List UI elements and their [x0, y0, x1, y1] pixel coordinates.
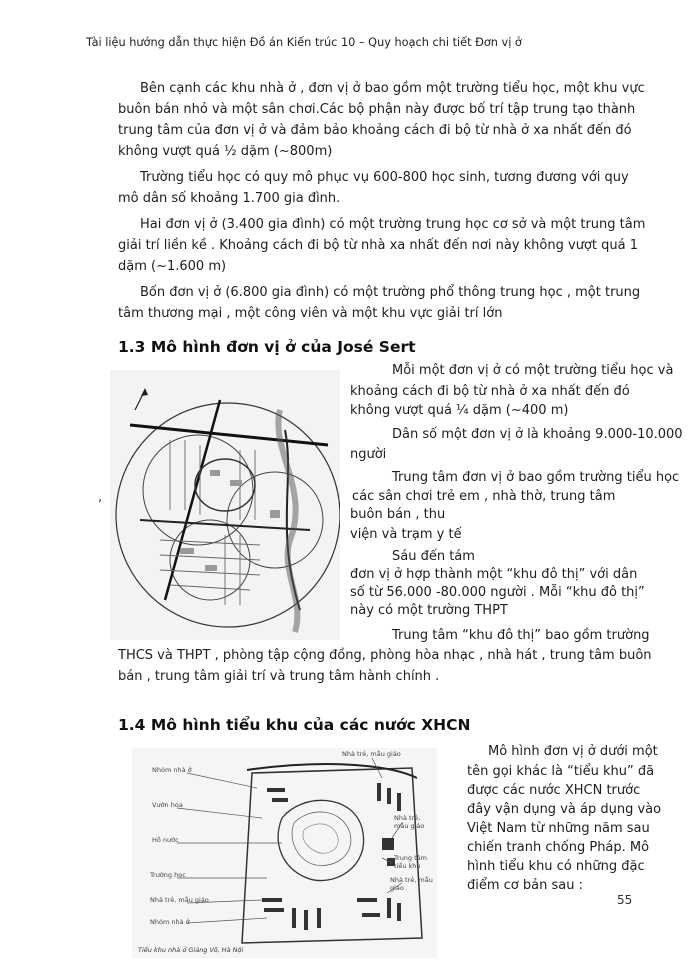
- s13-line-2: khoảng cách đi bộ từ nhà ở xa nhất đến đó: [350, 384, 630, 399]
- s13-line-6: Trung tâm đơn vị ở bao gồm trường tiểu học: [392, 470, 680, 485]
- intro-p2-line-1: Trường tiểu học có quy mô phục vụ 600-800 học sinh, tương đương với quy: [140, 170, 629, 185]
- label-nha-tre-top: Nhà trẻ, mẫu giáo: [342, 750, 401, 758]
- label-nhom-nha-o-2: Nhóm nhà ở: [150, 918, 190, 926]
- s13-line-9: viện và trạm y tế: [350, 527, 462, 542]
- intro-p1-line-1: Bên cạnh các khu nhà ở , đơn vị ở bao gồm một trường tiểu học, một khu vực: [140, 81, 645, 96]
- intro-p3-line-3: dặm (~1.600 m): [118, 259, 227, 274]
- tieu-khu-drawing: [132, 748, 437, 958]
- label-truong-hoc: Trường học: [150, 871, 186, 879]
- label-nha-tre-right: Nhà trẻ, mẫu giáo: [394, 814, 425, 830]
- s14-line-8: điểm cơ bản sau :: [467, 878, 583, 893]
- intro-p2-line-2: mô dân số khoảng 1.700 gia đình.: [118, 191, 341, 206]
- s13-line-14: Trung tâm “khu đô thị” bao gồm trường: [392, 628, 650, 643]
- intro-p1-line-3: trung tâm của đơn vị ở và đảm bảo khoảng cách đi bộ từ nhà ở xa nhất đến đó: [118, 123, 632, 138]
- label-trung-tam-tieu-khu: Trung tâm tiểu khu: [394, 854, 427, 870]
- stray-mark: ,: [98, 490, 103, 505]
- figure-caption: Tiểu khu nhà ở Giảng Võ, Hà Nội: [138, 946, 244, 954]
- jose-sert-map-drawing: [110, 370, 340, 640]
- s13-line-13: này có một trường THPT: [350, 603, 508, 618]
- intro-p1-line-4: không vượt quá ½ dặm (~800m): [118, 144, 333, 159]
- s14-line-4: đây vận dụng và áp dụng vào: [467, 802, 662, 817]
- intro-p4-line-2: tâm thương mại , một công viên và một khu vực giải trí lớn: [118, 306, 503, 321]
- label-nhom-nha-o-1: Nhóm nhà ở: [152, 766, 192, 774]
- label-nha-tre-bottom: Nhà trẻ, mẫu giáo: [390, 876, 433, 892]
- label-nha-tre-left: Nhà trẻ, mẫu giáo: [150, 896, 209, 904]
- section-1-3-heading: 1.3 Mô hình đơn vị ở của José Sert: [118, 338, 416, 356]
- s14-line-1: Mô hình đơn vị ở dưới một: [488, 744, 658, 759]
- intro-p3-line-2: giải trí liền kề . Khoảng cách đi bộ từ nhà xa nhất đến nơi này không vượt quá 1: [118, 238, 638, 253]
- s13-full-line-1: THCS và THPT , phòng tập cộng đồng, phòng hòa nhạc , nhà hát , trung tâm buôn: [118, 648, 652, 663]
- section-1-4-heading: 1.4 Mô hình tiểu khu của các nước XHCN: [118, 716, 471, 734]
- s13-full-line-2: bán , trung tâm giải trí và trung tâm hành chính .: [118, 669, 440, 684]
- page-number: 55: [617, 893, 633, 907]
- intro-p1-line-2: buôn bán nhỏ và một sân chơi.Các bộ phận này được bố trí tập trung tạo thành: [118, 102, 636, 117]
- s14-line-5: Việt Nam từ những năm sau: [467, 821, 650, 836]
- s13-line-10: Sáu đến tám: [392, 549, 475, 564]
- s13-line-8: buôn bán , thu: [350, 507, 446, 522]
- intro-p4-line-1: Bốn đơn vị ở (6.800 gia đình) có một trường phổ thông trung học , một trung: [140, 285, 641, 300]
- s13-line-5: người: [350, 447, 387, 462]
- s14-line-3: được các nước XHCN trước: [467, 783, 641, 798]
- s13-line-12: số từ 56.000 -80.000 người . Mỗi “khu đô thị”: [350, 585, 645, 600]
- page-header: Tài liệu hướng dẫn thực hiện Đồ án Kiến trúc 10 – Quy hoạch chi tiết Đơn vị ở: [86, 36, 522, 49]
- label-vuon-hoa: Vườn hoa: [152, 801, 183, 809]
- s13-line-1: Mỗi một đơn vị ở có một trường tiểu học và: [392, 363, 674, 378]
- s13-line-11: đơn vị ở hợp thành một “khu đô thị” với dân: [350, 567, 638, 582]
- tieu-khu-plan: [132, 748, 437, 958]
- label-ho-nuoc: Hồ nước: [152, 836, 179, 844]
- s14-line-7: hình tiểu khu có những đặc: [467, 859, 645, 874]
- s13-line-3: không vượt quá ¼ dặm (~400 m): [350, 403, 569, 418]
- intro-p3-line-1: Hai đơn vị ở (3.400 gia đình) có một trường trung học cơ sở và một trung tâm: [140, 217, 646, 232]
- s13-line-4: Dân số một đơn vị ở là khoảng 9.000-10.000: [392, 427, 683, 442]
- s14-line-6: chiến tranh chống Pháp. Mô: [467, 840, 650, 855]
- s14-line-2: tên gọi khác là “tiểu khu” đã: [467, 764, 655, 779]
- jose-sert-diagram: [110, 370, 340, 640]
- s13-line-7: các sân chơi trẻ em , nhà thờ, trung tâm: [352, 489, 616, 504]
